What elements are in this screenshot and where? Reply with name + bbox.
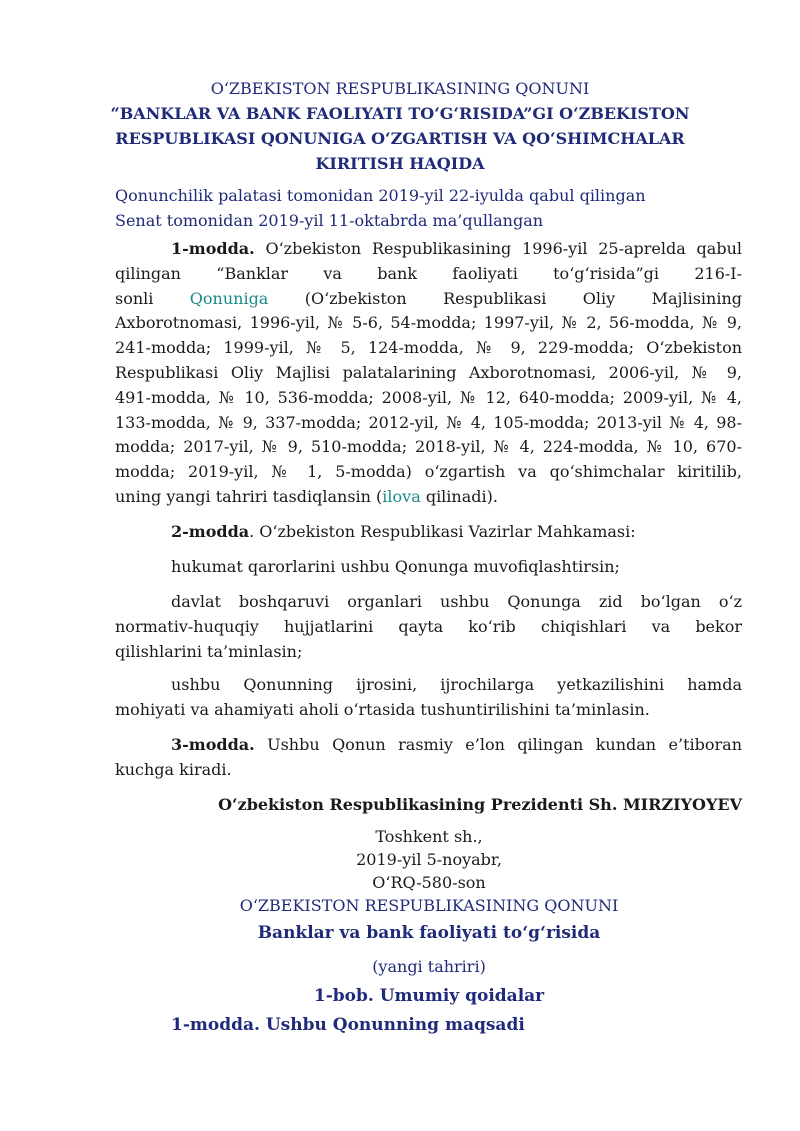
article-1-paragraph bbox=[115, 237, 742, 510]
signing-place: Toshkent sh., bbox=[375, 827, 483, 846]
article-1-line-8: 133-modda, № 9, 337-modda; 2012-yil, № 4, 105-modda; 2013-yil № 4, 98- bbox=[115, 412, 742, 432]
article-1-line-3-start: sonli bbox=[115, 288, 190, 308]
article-2-item-3-line-2: mohiyati va ahamiyati aholi o‘rtasida tushuntirilishini ta’minlasin. bbox=[115, 699, 650, 719]
article-1-line-10: modda; 2019-yil, № 1, 5-modda) o‘zgartish va qo‘shimchalar kiritilib, bbox=[115, 462, 742, 482]
qonuniga-link[interactable]: Qonuniga bbox=[189, 288, 269, 308]
signing-date: 2019-yil 5-noyabr, bbox=[356, 850, 502, 869]
article-2-text: . O‘zbekiston Respublikasi Vazirlar Mahkamasi: bbox=[249, 522, 636, 541]
article-1-line-4: Axborotnomasi, 1996-yil, № 5-6, 54-modda; 1997-yil, № 2, 56-modda, № 9, bbox=[115, 313, 742, 333]
law-title-line-3: KIRITISH HAQIDA bbox=[315, 154, 485, 173]
article-1-line-11-start: uning yangi tahriri tasdiqlansin ( bbox=[115, 486, 383, 506]
article-3-paragraph bbox=[115, 733, 742, 783]
article-1-line-5: 241-modda; 1999-yil, № 5, 124-modda, № 9, 229-modda; O‘zbekiston bbox=[115, 338, 742, 358]
ilova-link[interactable]: ilova bbox=[382, 486, 421, 506]
article-1-line-1: O‘zbekiston Respublikasining 1996-yil 25-aprelda qabul bbox=[254, 239, 742, 258]
article-1-line-2: qilingan “Banklar va bank faoliyati to‘g‘risida”gi 216-I- bbox=[115, 263, 742, 283]
article-1-line-9: modda; 2017-yil, № 9, 510-modda; 2018-yil, № 4, 224-modda, № 10, 670- bbox=[115, 437, 742, 457]
chapter-heading: 1-bob. Umumiy qoidalar bbox=[313, 986, 545, 1006]
article-1-label: 1-modda. bbox=[171, 239, 255, 258]
article-2-item-1-text: hukumat qarorlarini ushbu Qonunga muvofiqlashtirsin; bbox=[171, 557, 620, 576]
adoption-legislative-chamber: Qonunchilik palatasi tomonidan 2019-yil 22-iyulda qabul qilingan bbox=[115, 186, 646, 205]
article-2-item-3-line-1: ushbu Qonunning ijrosini, ijrochilarga yetkazilishini hamda bbox=[171, 675, 742, 694]
article-2-item-2-line-2: normativ-huquqiy hujjatlarini qayta ko‘rib chiqishlari va bekor bbox=[115, 616, 742, 636]
new-article-1-heading: 1-modda. Ushbu Qonunning maqsadi bbox=[171, 1015, 525, 1035]
law-number: O‘RQ-580-son bbox=[372, 873, 486, 892]
law-title-line-2: RESPUBLIKASI QONUNIGA O‘ZGARTISH VA QO‘SHIMCHALAR bbox=[115, 129, 685, 148]
article-1-line-11-end: qilinadi). bbox=[420, 486, 498, 506]
article-2-item-1 bbox=[115, 555, 742, 580]
law-title-line-1: “BANKLAR VA BANK FAOLIYATI TO‘G‘RISIDA”GI O‘ZBEKISTON bbox=[110, 104, 690, 123]
president-signature: O‘zbekiston Respublikasining Prezidenti Sh. MIRZIYOYEV bbox=[218, 795, 742, 814]
new-law-header bbox=[0, 894, 800, 979]
article-3-label: 3-modda. bbox=[171, 735, 255, 754]
new-law-title: Banklar va bank faoliyati to‘g‘risida bbox=[257, 923, 601, 943]
adoption-info bbox=[115, 183, 646, 233]
adoption-senate: Senat tomonidan 2019-yil 11-oktabrda ma’qullangan bbox=[115, 211, 544, 230]
article-2-item-2-line-1: davlat boshqaruvi organlari ushbu Qonunga zid bo‘lgan o‘z bbox=[171, 592, 742, 611]
article-2-item-3 bbox=[115, 673, 742, 723]
article-1-line-6: Respublikasi Oliy Majlisi palatalarining Axborotnomasi, 2006-yil, № 9, bbox=[115, 362, 742, 382]
new-law-edition: (yangi tahriri) bbox=[372, 957, 486, 976]
article-3-line-1: Ushbu Qonun rasmiy e’lon qilingan kundan e’tiboran bbox=[254, 735, 742, 754]
article-3-line-2: kuchga kiradi. bbox=[115, 759, 232, 779]
article-2-item-2 bbox=[115, 590, 742, 664]
article-1-line-7: 491-modda, № 10, 536-modda; 2008-yil, № 12, 640-modda; 2009-yil, № 4, bbox=[115, 387, 742, 407]
article-2-item-2-line-3: qilishlarini ta’minlasin; bbox=[115, 641, 303, 661]
article-2-label: 2-modda bbox=[171, 522, 250, 541]
article-2-paragraph bbox=[115, 520, 742, 545]
new-law-type-heading: O‘ZBEKISTON RESPUBLIKASINING QONUNI bbox=[239, 896, 619, 915]
signing-details bbox=[0, 825, 800, 894]
article-1-line-3-end: (O‘zbekiston Respublikasi Oliy Majlisining bbox=[268, 288, 742, 308]
law-header bbox=[0, 77, 800, 176]
law-type-heading: O‘ZBEKISTON RESPUBLIKASINING QONUNI bbox=[210, 79, 590, 98]
